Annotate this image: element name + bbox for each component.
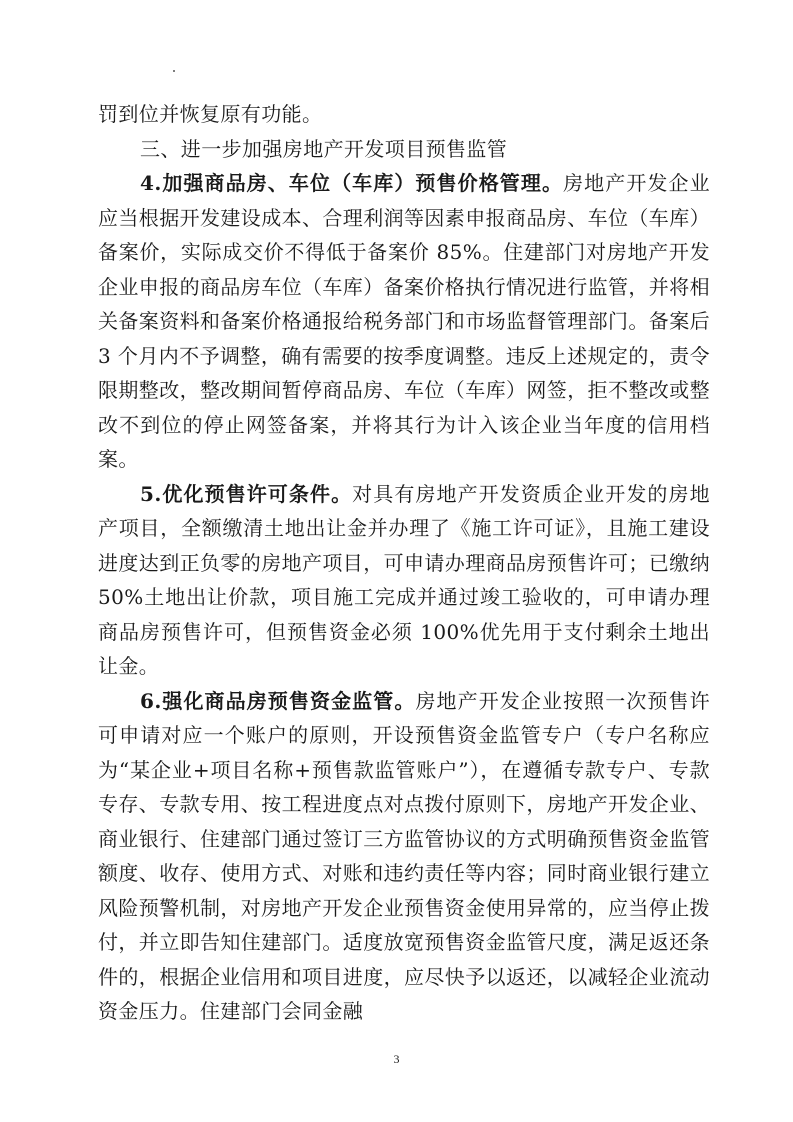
item-4-paragraph <box>98 166 710 477</box>
section-heading: 三、进一步加强房地产开发项目预售监管 <box>140 136 508 161</box>
item-4-lead: 4.加强商品房、车位（车库）预售价格管理。 <box>140 171 564 195</box>
item-5-lead: 5.优化预售许可条件。 <box>140 481 353 506</box>
item-6-lead: 6.强化商品房预售资金监管。 <box>140 688 416 713</box>
item-6-body: 房地产开发企业按照一次预售许可申请对应一个账户的原则，开设预售资金监管专户（专户名称应为“某企业+项目名称+预售款监管账户”），在遵循专款专户、专款专存、专款专用、按工程进度点对点拨付原则下，房地产开发企业、商业银行、住建部门通过签订三方监管协议的方式明确预售资金监管额度、收存、使用方式、对账和违约责任等内容；同时商业银行建立风险预警机制，对房地产开发企业预售资金使用异常的，应当停止拨付，并立即告知住建部门。适度放宽预售资金监管尺度，满足返还条件的，根据企业信用和项目进度，应尽快予以返还，以减轻企业流动资金压力。住建部门会同金融 <box>98 688 710 1023</box>
item-4-body: 房地产开发企业应当根据开发建设成本、合理利润等因素申报商品房、车位（车库）备案价，实际成交价不得低于备案价 85%。住建部门对房地产开发企业申报的商品房车位（车库）备案价格执行情况进行监管，并将相关备案资料和备案价格通报给税务部门和市场监督管理部门。备案后 3 个月内不予调整，确有需要的按季度调整。违反上述规定的，责令限期整改，整改期间暂停商品房、车位（车库）网签，拒不整改或整改不到位的停止网签备案，并将其行为计入该企业当年度的信用档案。 <box>98 171 710 471</box>
page-number: 3 <box>393 1052 400 1066</box>
item-5-paragraph <box>98 477 710 684</box>
scan-speck <box>173 70 175 72</box>
carryover-paragraph: 罚到位并恢复原有功能。 <box>98 102 323 126</box>
item-5-body: 对具有房地产开发资质企业开发的房地产项目，全额缴清土地出让金并办理了《施工许可证》，且施工建设进度达到正负零的房地产项目，可申请办理商品房预售许可；已缴纳 50%土地出让价款，项目施工完成并通过竣工验收的，可申请办理商品房预售许可，但预售资金必须 100%优先用于支付剩余土地出让金。 <box>98 481 710 678</box>
document-body <box>98 97 710 1029</box>
item-6-paragraph <box>98 684 710 1029</box>
